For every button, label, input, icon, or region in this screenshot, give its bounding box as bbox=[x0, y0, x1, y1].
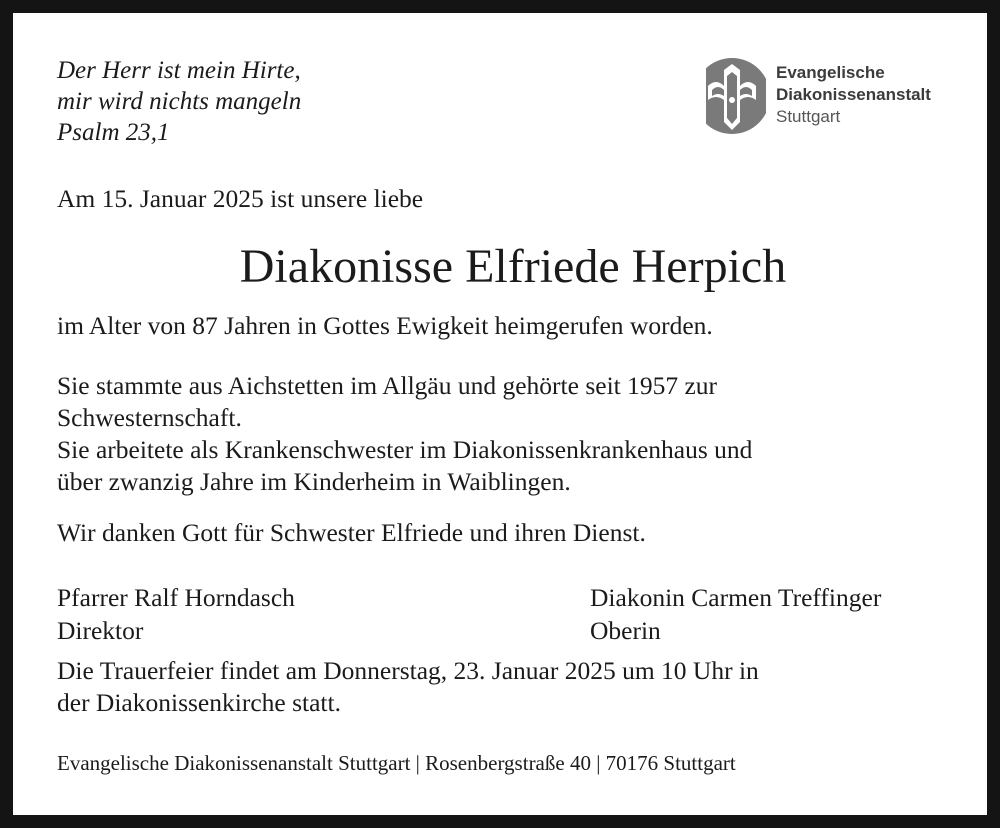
signature-title: Oberin bbox=[590, 616, 661, 645]
psalm-line-1: Der Herr ist mein Hirte, bbox=[57, 57, 301, 84]
diakonie-cross-dove-icon bbox=[694, 56, 766, 136]
funeral-line: Die Trauerfeier findet am Donnerstag, 23. Januar 2025 um 10 Uhr in bbox=[57, 656, 759, 685]
psalm-quote bbox=[57, 55, 301, 148]
funeral-info bbox=[57, 655, 945, 719]
signature-title: Direktor bbox=[57, 616, 144, 645]
logo-line-3: Stuttgart bbox=[776, 107, 841, 126]
thanks-line: Wir danken Gott für Schwester Elfriede und ihren Dienst. bbox=[57, 518, 646, 547]
signature-director bbox=[57, 581, 295, 647]
biography bbox=[57, 370, 945, 498]
signature-name: Pfarrer Ralf Horndasch bbox=[57, 583, 295, 612]
logo-line-2: Diakonissenanstalt bbox=[776, 85, 931, 104]
bio-line: Sie arbeitete als Krankenschwester im Diakonissenkrankenhaus und bbox=[57, 435, 753, 464]
funeral-line: der Diakonissenkirche statt. bbox=[57, 688, 341, 717]
intro-line: Am 15. Januar 2025 ist unsere liebe bbox=[57, 184, 424, 213]
psalm-line-2: mir wird nichts mangeln bbox=[57, 88, 302, 115]
age-line: im Alter von 87 Jahren in Gottes Ewigkeit heimgerufen worden. bbox=[57, 311, 713, 340]
signature-name: Diakonin Carmen Treffinger bbox=[590, 583, 882, 612]
bio-line: über zwanzig Jahre im Kinderheim in Waiblingen. bbox=[57, 467, 571, 496]
bio-line: Sie stammte aus Aichstetten im Allgäu und gehörte seit 1957 zur bbox=[57, 371, 718, 400]
logo-wordmark bbox=[776, 62, 931, 128]
signature-oberin bbox=[590, 581, 881, 647]
institution-logo bbox=[694, 56, 954, 136]
deceased-name: Diakonisse Elfriede Herpich bbox=[239, 240, 787, 293]
footer-address: Evangelische Diakonissenanstalt Stuttgart | Rosenbergstraße 40 | 70176 Stuttgart bbox=[57, 751, 736, 775]
psalm-reference: Psalm 23,1 bbox=[57, 119, 170, 146]
logo-line-1: Evangelische bbox=[776, 63, 885, 82]
bio-line: Schwesternschaft. bbox=[57, 403, 242, 432]
